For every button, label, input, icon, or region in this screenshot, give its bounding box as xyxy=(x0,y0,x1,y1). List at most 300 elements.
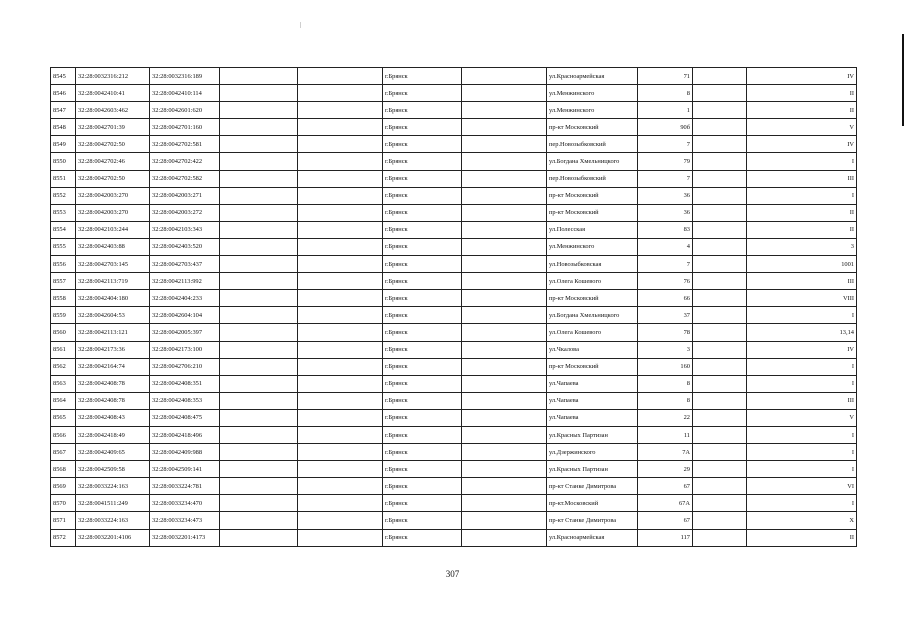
room-number-cell: I xyxy=(747,307,857,324)
house-number-cell: 67 xyxy=(638,512,693,529)
house-number-cell: 4 xyxy=(638,238,693,255)
empty-cell xyxy=(462,307,547,324)
cadastral-number-cell: 32:28:0042003:270 xyxy=(76,204,150,221)
cadastral-number-cell: 32:28:0042702:50 xyxy=(76,170,150,187)
empty-cell xyxy=(298,512,383,529)
empty-cell xyxy=(462,238,547,255)
city-cell: г.Брянск xyxy=(383,444,462,461)
empty-cell xyxy=(298,290,383,307)
table-row xyxy=(51,204,857,221)
object-cadastral-number-cell: 32:28:0033224:781 xyxy=(150,478,220,495)
empty-cell xyxy=(220,478,298,495)
empty-cell xyxy=(693,68,747,85)
city-cell: г.Брянск xyxy=(383,307,462,324)
object-cadastral-number-cell: 32:28:0042404:233 xyxy=(150,290,220,307)
house-number-cell: 22 xyxy=(638,409,693,426)
empty-cell xyxy=(462,256,547,273)
street-cell: ул.Чапаева xyxy=(547,409,638,426)
city-cell: г.Брянск xyxy=(383,495,462,512)
house-number-cell: 3 xyxy=(638,341,693,358)
city-cell: г.Брянск xyxy=(383,153,462,170)
empty-cell xyxy=(220,170,298,187)
city-cell: г.Брянск xyxy=(383,512,462,529)
row-number-cell: 8549 xyxy=(51,136,76,153)
row-number-cell: 8550 xyxy=(51,153,76,170)
room-number-cell: II xyxy=(747,85,857,102)
row-number-cell: 8565 xyxy=(51,409,76,426)
house-number-cell: 117 xyxy=(638,529,693,546)
city-cell: г.Брянск xyxy=(383,529,462,546)
empty-cell xyxy=(693,495,747,512)
street-cell: ул.Менжинского xyxy=(547,238,638,255)
table-row xyxy=(51,512,857,529)
object-cadastral-number-cell: 32:28:0042408:351 xyxy=(150,375,220,392)
empty-cell xyxy=(298,307,383,324)
table-row xyxy=(51,102,857,119)
street-cell: ул.Красноармейская xyxy=(547,68,638,85)
room-number-cell: II xyxy=(747,529,857,546)
cadastral-number-cell: 32:28:0032316:212 xyxy=(76,68,150,85)
table-row xyxy=(51,136,857,153)
empty-cell xyxy=(693,324,747,341)
cadastral-number-cell: 32:28:0042403:88 xyxy=(76,238,150,255)
object-cadastral-number-cell: 32:28:0042418:496 xyxy=(150,426,220,443)
empty-cell xyxy=(220,136,298,153)
empty-cell xyxy=(693,187,747,204)
cadastral-number-cell: 32:28:0033224:163 xyxy=(76,478,150,495)
house-number-cell: 7 xyxy=(638,170,693,187)
row-number-cell: 8552 xyxy=(51,187,76,204)
empty-cell xyxy=(693,358,747,375)
empty-cell xyxy=(693,461,747,478)
street-cell: ул.Красных Партизан xyxy=(547,461,638,478)
room-number-cell: III xyxy=(747,170,857,187)
street-cell: ул.Чапаева xyxy=(547,375,638,392)
table-row xyxy=(51,238,857,255)
empty-cell xyxy=(462,409,547,426)
row-number-cell: 8560 xyxy=(51,324,76,341)
table-row xyxy=(51,529,857,546)
table-row xyxy=(51,341,857,358)
street-cell: ул.Менжинского xyxy=(547,102,638,119)
empty-cell xyxy=(298,204,383,221)
row-number-cell: 8553 xyxy=(51,204,76,221)
empty-cell xyxy=(693,512,747,529)
room-number-cell: III xyxy=(747,273,857,290)
room-number-cell: I xyxy=(747,187,857,204)
row-number-cell: 8561 xyxy=(51,341,76,358)
house-number-cell: 66 xyxy=(638,290,693,307)
cadastral-number-cell: 32:28:0042409:65 xyxy=(76,444,150,461)
object-cadastral-number-cell: 32:28:0042410:114 xyxy=(150,85,220,102)
empty-cell xyxy=(693,102,747,119)
scan-edge-line xyxy=(902,34,904,126)
city-cell: г.Брянск xyxy=(383,409,462,426)
room-number-cell: II xyxy=(747,221,857,238)
table-row xyxy=(51,324,857,341)
house-number-cell: 36 xyxy=(638,187,693,204)
house-number-cell: 8 xyxy=(638,392,693,409)
table-row xyxy=(51,221,857,238)
empty-cell xyxy=(298,409,383,426)
row-number-cell: 8547 xyxy=(51,102,76,119)
empty-cell xyxy=(462,187,547,204)
house-number-cell: 78 xyxy=(638,324,693,341)
table-row xyxy=(51,307,857,324)
empty-cell xyxy=(462,392,547,409)
empty-cell xyxy=(693,136,747,153)
empty-cell xyxy=(462,324,547,341)
cadastral-number-cell: 32:28:0042603:462 xyxy=(76,102,150,119)
object-cadastral-number-cell: 32:28:0042113:992 xyxy=(150,273,220,290)
object-cadastral-number-cell: 32:28:0042702:582 xyxy=(150,170,220,187)
street-cell: ул.Красноармейская xyxy=(547,529,638,546)
cadastral-number-cell: 32:28:0042113:719 xyxy=(76,273,150,290)
street-cell: пр-кт Станке Димитрова xyxy=(547,478,638,495)
empty-cell xyxy=(693,256,747,273)
house-number-cell: 160 xyxy=(638,358,693,375)
room-number-cell: I xyxy=(747,426,857,443)
city-cell: г.Брянск xyxy=(383,187,462,204)
empty-cell xyxy=(298,273,383,290)
table-row xyxy=(51,170,857,187)
table-row xyxy=(51,392,857,409)
street-cell: пр-кт.Московский xyxy=(547,495,638,512)
empty-cell xyxy=(220,307,298,324)
page-number: 307 xyxy=(445,569,460,579)
street-cell: пр-кт Московский xyxy=(547,119,638,136)
empty-cell xyxy=(693,426,747,443)
street-cell: ул.Полесская xyxy=(547,221,638,238)
room-number-cell: I xyxy=(747,461,857,478)
street-cell: пр-кт Московский xyxy=(547,290,638,307)
table-row xyxy=(51,85,857,102)
city-cell: г.Брянск xyxy=(383,102,462,119)
room-number-cell: 1001 xyxy=(747,256,857,273)
object-cadastral-number-cell: 32:28:0042702:422 xyxy=(150,153,220,170)
empty-cell xyxy=(298,529,383,546)
empty-cell xyxy=(220,221,298,238)
house-number-cell: 8 xyxy=(638,375,693,392)
street-cell: ул.Менжинского xyxy=(547,85,638,102)
registry-table xyxy=(50,67,857,547)
house-number-cell: 83 xyxy=(638,221,693,238)
empty-cell xyxy=(298,68,383,85)
room-number-cell: II xyxy=(747,102,857,119)
row-number-cell: 8546 xyxy=(51,85,76,102)
empty-cell xyxy=(693,153,747,170)
row-number-cell: 8567 xyxy=(51,444,76,461)
empty-cell xyxy=(298,341,383,358)
empty-cell xyxy=(693,170,747,187)
street-cell: пер.Новозыбковский xyxy=(547,170,638,187)
row-number-cell: 8572 xyxy=(51,529,76,546)
object-cadastral-number-cell: 32:28:0042003:271 xyxy=(150,187,220,204)
room-number-cell: I xyxy=(747,358,857,375)
scan-mark xyxy=(300,22,301,28)
empty-cell xyxy=(220,392,298,409)
empty-cell xyxy=(298,358,383,375)
empty-cell xyxy=(462,204,547,221)
house-number-cell: 90б xyxy=(638,119,693,136)
table-row xyxy=(51,187,857,204)
empty-cell xyxy=(298,461,383,478)
empty-cell xyxy=(462,358,547,375)
cadastral-number-cell: 32:28:0042418:49 xyxy=(76,426,150,443)
empty-cell xyxy=(298,102,383,119)
empty-cell xyxy=(298,221,383,238)
cadastral-number-cell: 32:28:0042164:74 xyxy=(76,358,150,375)
city-cell: г.Брянск xyxy=(383,375,462,392)
room-number-cell: V xyxy=(747,119,857,136)
empty-cell xyxy=(462,221,547,238)
empty-cell xyxy=(462,512,547,529)
house-number-cell: 8 xyxy=(638,85,693,102)
city-cell: г.Брянск xyxy=(383,256,462,273)
empty-cell xyxy=(298,444,383,461)
empty-cell xyxy=(298,136,383,153)
street-cell: ул.Новозыбковская xyxy=(547,256,638,273)
cadastral-number-cell: 32:28:0042113:121 xyxy=(76,324,150,341)
empty-cell xyxy=(220,324,298,341)
table-row xyxy=(51,444,857,461)
table-row xyxy=(51,478,857,495)
empty-cell xyxy=(220,341,298,358)
object-cadastral-number-cell: 32:28:0042604:104 xyxy=(150,307,220,324)
table-row xyxy=(51,409,857,426)
street-cell: пр-кт Московский xyxy=(547,204,638,221)
empty-cell xyxy=(298,85,383,102)
street-cell: ул.Олега Кошевого xyxy=(547,324,638,341)
empty-cell xyxy=(462,529,547,546)
empty-cell xyxy=(693,273,747,290)
empty-cell xyxy=(220,204,298,221)
object-cadastral-number-cell: 32:28:0042601:620 xyxy=(150,102,220,119)
empty-cell xyxy=(220,409,298,426)
cadastral-number-cell: 32:28:0042404:180 xyxy=(76,290,150,307)
empty-cell xyxy=(298,256,383,273)
empty-cell xyxy=(462,273,547,290)
empty-cell xyxy=(298,392,383,409)
cadastral-number-cell: 32:28:0042003:270 xyxy=(76,187,150,204)
city-cell: г.Брянск xyxy=(383,324,462,341)
empty-cell xyxy=(693,204,747,221)
street-cell: ул.Чкалова xyxy=(547,341,638,358)
object-cadastral-number-cell: 32:28:0042408:353 xyxy=(150,392,220,409)
empty-cell xyxy=(220,85,298,102)
cadastral-number-cell: 32:28:0042408:78 xyxy=(76,375,150,392)
object-cadastral-number-cell: 32:28:0042703:437 xyxy=(150,256,220,273)
house-number-cell: 67А xyxy=(638,495,693,512)
empty-cell xyxy=(462,170,547,187)
object-cadastral-number-cell: 32:28:0042409:988 xyxy=(150,444,220,461)
empty-cell xyxy=(220,68,298,85)
empty-cell xyxy=(693,119,747,136)
cadastral-number-cell: 32:28:0042604:53 xyxy=(76,307,150,324)
cadastral-number-cell: 32:28:0042702:46 xyxy=(76,153,150,170)
table-row xyxy=(51,256,857,273)
empty-cell xyxy=(693,392,747,409)
object-cadastral-number-cell: 32:28:0042701:160 xyxy=(150,119,220,136)
empty-cell xyxy=(298,170,383,187)
row-number-cell: 8564 xyxy=(51,392,76,409)
city-cell: г.Брянск xyxy=(383,273,462,290)
empty-cell xyxy=(220,512,298,529)
cadastral-number-cell: 32:28:0042103:244 xyxy=(76,221,150,238)
city-cell: г.Брянск xyxy=(383,461,462,478)
table-row xyxy=(51,375,857,392)
empty-cell xyxy=(462,426,547,443)
object-cadastral-number-cell: 32:28:0042103:343 xyxy=(150,221,220,238)
street-cell: ул.Дзержинского xyxy=(547,444,638,461)
row-number-cell: 8548 xyxy=(51,119,76,136)
object-cadastral-number-cell: 32:28:0033234:470 xyxy=(150,495,220,512)
empty-cell xyxy=(462,461,547,478)
cadastral-number-cell: 32:28:0032201:4106 xyxy=(76,529,150,546)
row-number-cell: 8559 xyxy=(51,307,76,324)
room-number-cell: X xyxy=(747,512,857,529)
empty-cell xyxy=(298,375,383,392)
empty-cell xyxy=(220,444,298,461)
empty-cell xyxy=(693,290,747,307)
empty-cell xyxy=(462,102,547,119)
empty-cell xyxy=(462,495,547,512)
room-number-cell: I xyxy=(747,495,857,512)
empty-cell xyxy=(693,409,747,426)
row-number-cell: 8551 xyxy=(51,170,76,187)
registry-rows xyxy=(51,68,857,547)
city-cell: г.Брянск xyxy=(383,358,462,375)
empty-cell xyxy=(298,478,383,495)
table-row xyxy=(51,461,857,478)
empty-cell xyxy=(693,478,747,495)
city-cell: г.Брянск xyxy=(383,221,462,238)
row-number-cell: 8555 xyxy=(51,238,76,255)
object-cadastral-number-cell: 32:28:0033234:473 xyxy=(150,512,220,529)
empty-cell xyxy=(462,136,547,153)
street-cell: пр-кт Станке Димитрова xyxy=(547,512,638,529)
empty-cell xyxy=(462,85,547,102)
room-number-cell: 13,14 xyxy=(747,324,857,341)
empty-cell xyxy=(462,478,547,495)
room-number-cell: I xyxy=(747,444,857,461)
room-number-cell: I xyxy=(747,153,857,170)
room-number-cell: IV xyxy=(747,341,857,358)
city-cell: г.Брянск xyxy=(383,341,462,358)
empty-cell xyxy=(298,324,383,341)
house-number-cell: 7А xyxy=(638,444,693,461)
object-cadastral-number-cell: 32:28:0042173:100 xyxy=(150,341,220,358)
empty-cell xyxy=(220,256,298,273)
house-number-cell: 11 xyxy=(638,426,693,443)
room-number-cell: IV xyxy=(747,68,857,85)
empty-cell xyxy=(298,153,383,170)
object-cadastral-number-cell: 32:28:0042702:581 xyxy=(150,136,220,153)
table-row xyxy=(51,290,857,307)
empty-cell xyxy=(220,119,298,136)
cadastral-number-cell: 32:28:0042701:39 xyxy=(76,119,150,136)
empty-cell xyxy=(220,358,298,375)
house-number-cell: 1 xyxy=(638,102,693,119)
cadastral-number-cell: 32:28:0042509:58 xyxy=(76,461,150,478)
house-number-cell: 37 xyxy=(638,307,693,324)
cadastral-number-cell: 32:28:0042410:41 xyxy=(76,85,150,102)
empty-cell xyxy=(693,375,747,392)
row-number-cell: 8563 xyxy=(51,375,76,392)
empty-cell xyxy=(298,426,383,443)
city-cell: г.Брянск xyxy=(383,85,462,102)
empty-cell xyxy=(693,307,747,324)
house-number-cell: 76 xyxy=(638,273,693,290)
empty-cell xyxy=(693,444,747,461)
city-cell: г.Брянск xyxy=(383,478,462,495)
object-cadastral-number-cell: 32:28:0042003:272 xyxy=(150,204,220,221)
table-row xyxy=(51,426,857,443)
empty-cell xyxy=(693,221,747,238)
empty-cell xyxy=(220,375,298,392)
street-cell: ул.Богдана Хмельницкого xyxy=(547,153,638,170)
empty-cell xyxy=(462,341,547,358)
room-number-cell: II xyxy=(747,204,857,221)
empty-cell xyxy=(220,238,298,255)
row-number-cell: 8558 xyxy=(51,290,76,307)
cadastral-number-cell: 32:28:0033224:163 xyxy=(76,512,150,529)
row-number-cell: 8568 xyxy=(51,461,76,478)
empty-cell xyxy=(693,238,747,255)
object-cadastral-number-cell: 32:28:0042005:397 xyxy=(150,324,220,341)
empty-cell xyxy=(220,290,298,307)
city-cell: г.Брянск xyxy=(383,204,462,221)
street-cell: ул.Чапаева xyxy=(547,392,638,409)
cadastral-number-cell: 32:28:0042408:78 xyxy=(76,392,150,409)
street-cell: ул.Красных Партизан xyxy=(547,426,638,443)
house-number-cell: 29 xyxy=(638,461,693,478)
row-number-cell: 8545 xyxy=(51,68,76,85)
house-number-cell: 67 xyxy=(638,478,693,495)
cadastral-number-cell: 32:28:0042703:145 xyxy=(76,256,150,273)
object-cadastral-number-cell: 32:28:0042509:141 xyxy=(150,461,220,478)
table-row xyxy=(51,119,857,136)
street-cell: пер.Новозыбковский xyxy=(547,136,638,153)
room-number-cell: VIII xyxy=(747,290,857,307)
city-cell: г.Брянск xyxy=(383,136,462,153)
empty-cell xyxy=(220,273,298,290)
object-cadastral-number-cell: 32:28:0032201:4173 xyxy=(150,529,220,546)
row-number-cell: 8566 xyxy=(51,426,76,443)
house-number-cell: 7 xyxy=(638,136,693,153)
city-cell: г.Брянск xyxy=(383,170,462,187)
table-row xyxy=(51,153,857,170)
house-number-cell: 7 xyxy=(638,256,693,273)
empty-cell xyxy=(220,529,298,546)
empty-cell xyxy=(462,68,547,85)
city-cell: г.Брянск xyxy=(383,68,462,85)
empty-cell xyxy=(220,495,298,512)
city-cell: г.Брянск xyxy=(383,426,462,443)
city-cell: г.Брянск xyxy=(383,119,462,136)
empty-cell xyxy=(462,290,547,307)
row-number-cell: 8570 xyxy=(51,495,76,512)
cadastral-number-cell: 32:28:0042702:50 xyxy=(76,136,150,153)
street-cell: ул.Олега Кошевого xyxy=(547,273,638,290)
empty-cell xyxy=(462,444,547,461)
room-number-cell: I xyxy=(747,375,857,392)
row-number-cell: 8562 xyxy=(51,358,76,375)
empty-cell xyxy=(220,461,298,478)
house-number-cell: 71 xyxy=(638,68,693,85)
room-number-cell: IV xyxy=(747,136,857,153)
street-cell: пр-кт Московский xyxy=(547,187,638,204)
